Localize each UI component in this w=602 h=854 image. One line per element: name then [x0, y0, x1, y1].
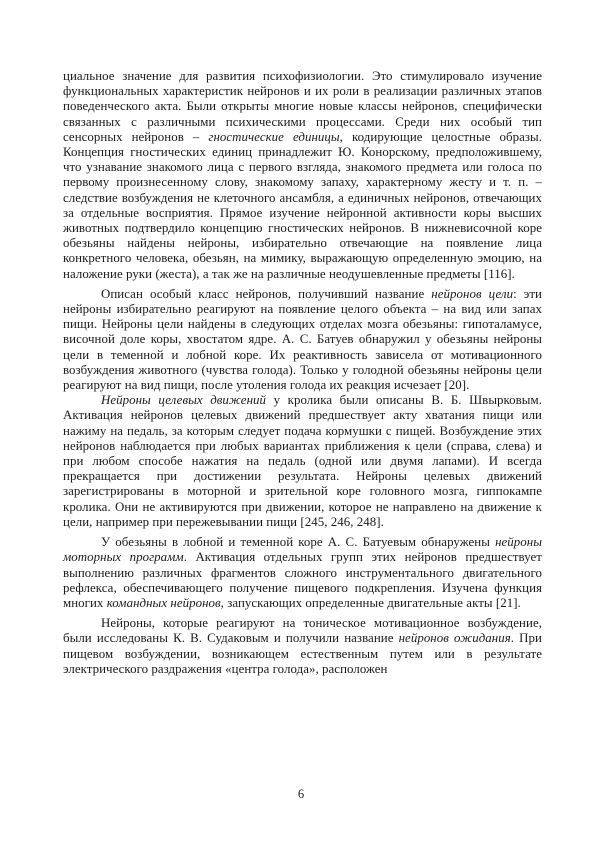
paragraph-goal-neurons: Описан особый класс нейронов, получивший название нейронов цели: эти нейроны избирательно реагируют на появление целого объекта – на вид или запах пищи. Нейроны цели найдены в следующих отделах мозга обезьяны: гипоталамусе, височной доле коры, хвостатом ядре. А. С. Батуев обнаружил у обезьяны нейроны цели в теменной и лобной коре. Их реактивность зависела от мотивационного возбуждения животного (чувства голода). Только у голодной обезьяны нейроны цели реагируют на вид пищи, после утоления голода их реакция исчезает [20].: [63, 286, 543, 393]
page-number: 6: [297, 787, 305, 801]
paragraph-motor-program-neurons: У обезьяны в лобной и теменной коре А. С. Батуевым обнаружены нейроны моторных программ. Активация отдельных групп этих нейронов предшествует выполнению различных фрагментов сложного инструментального двигательного рефлекса, обеспечивающего получение пищевого подкрепления. Изучена функция многих командных нейронов, запускающих определенные двигательные акты [21].: [63, 535, 542, 610]
paragraph-goal-movement-neurons: Нейроны целевых движений у кролика были описаны В. Б. Швырковым. Активация нейронов целевых движений предшествует акту хватания пищи или нажиму на педаль, за которым следует подача кормушки с пищей. Возбуждение этих нейронов наблюдается при любых вариантах приближения к цели (справа, слева) и при любом способе нажатия на педаль (одной или двумя лапами). И всегда прекращается при достижении результата. Нейроны целевых движений зарегистрированы в моторной и зрительной коре головного мозга, гиппокампе кролика. Они не активируются при движении, которое не направлено на движение к цели, например при пережевывании пищи [245, 246, 248].: [63, 393, 543, 529]
paragraph-expectation-neurons: Нейроны, которые реагируют на тоническое мотивационное возбуждение, были исследованы К. В. Судаковым и получили название нейронов ожидания. При пищевом возбуждении, возникающем естественным путем или в результате электрического раздражения «центра голода», расположен: [63, 616, 542, 676]
body-text: [63, 69, 542, 677]
paragraph-gnostic-units: циальное значение для развития психофизиологии. Это стимулировало изучение функциональных характеристик нейронов и их роли в реализации различных этапов поведенческого акта. Были открыты многие новые классы нейронов, специфически связанных с различными психическими процессами. Среди них особый тип сенсорных нейронов – гностические единицы, кодирующие целостные образы. Концепция гностических единиц принадлежит Ю. Конорскому, предположившему, что узнавание знакомого лица с первого взгляда, знакомого предмета или голоса по первому произнесенному слову, знакомому запаху, характерному жесту и т. п. – следствие возбуждения не клеточного ансамбля, а единичных нейронов, отвечающих за отдельные восприятия. Прямое изучение нейронной активности коры высших животных подтвердило концепцию гностических нейронов. В нижневисочной коре обезьяны найдены нейроны, избирательно отвечающие на появление лица конкретного человека, обезьян, на мимику, выражающую определенную эмоцию, на наложение руки (жеста), а так же на различные неодушевленные предметы [116].: [63, 69, 542, 281]
